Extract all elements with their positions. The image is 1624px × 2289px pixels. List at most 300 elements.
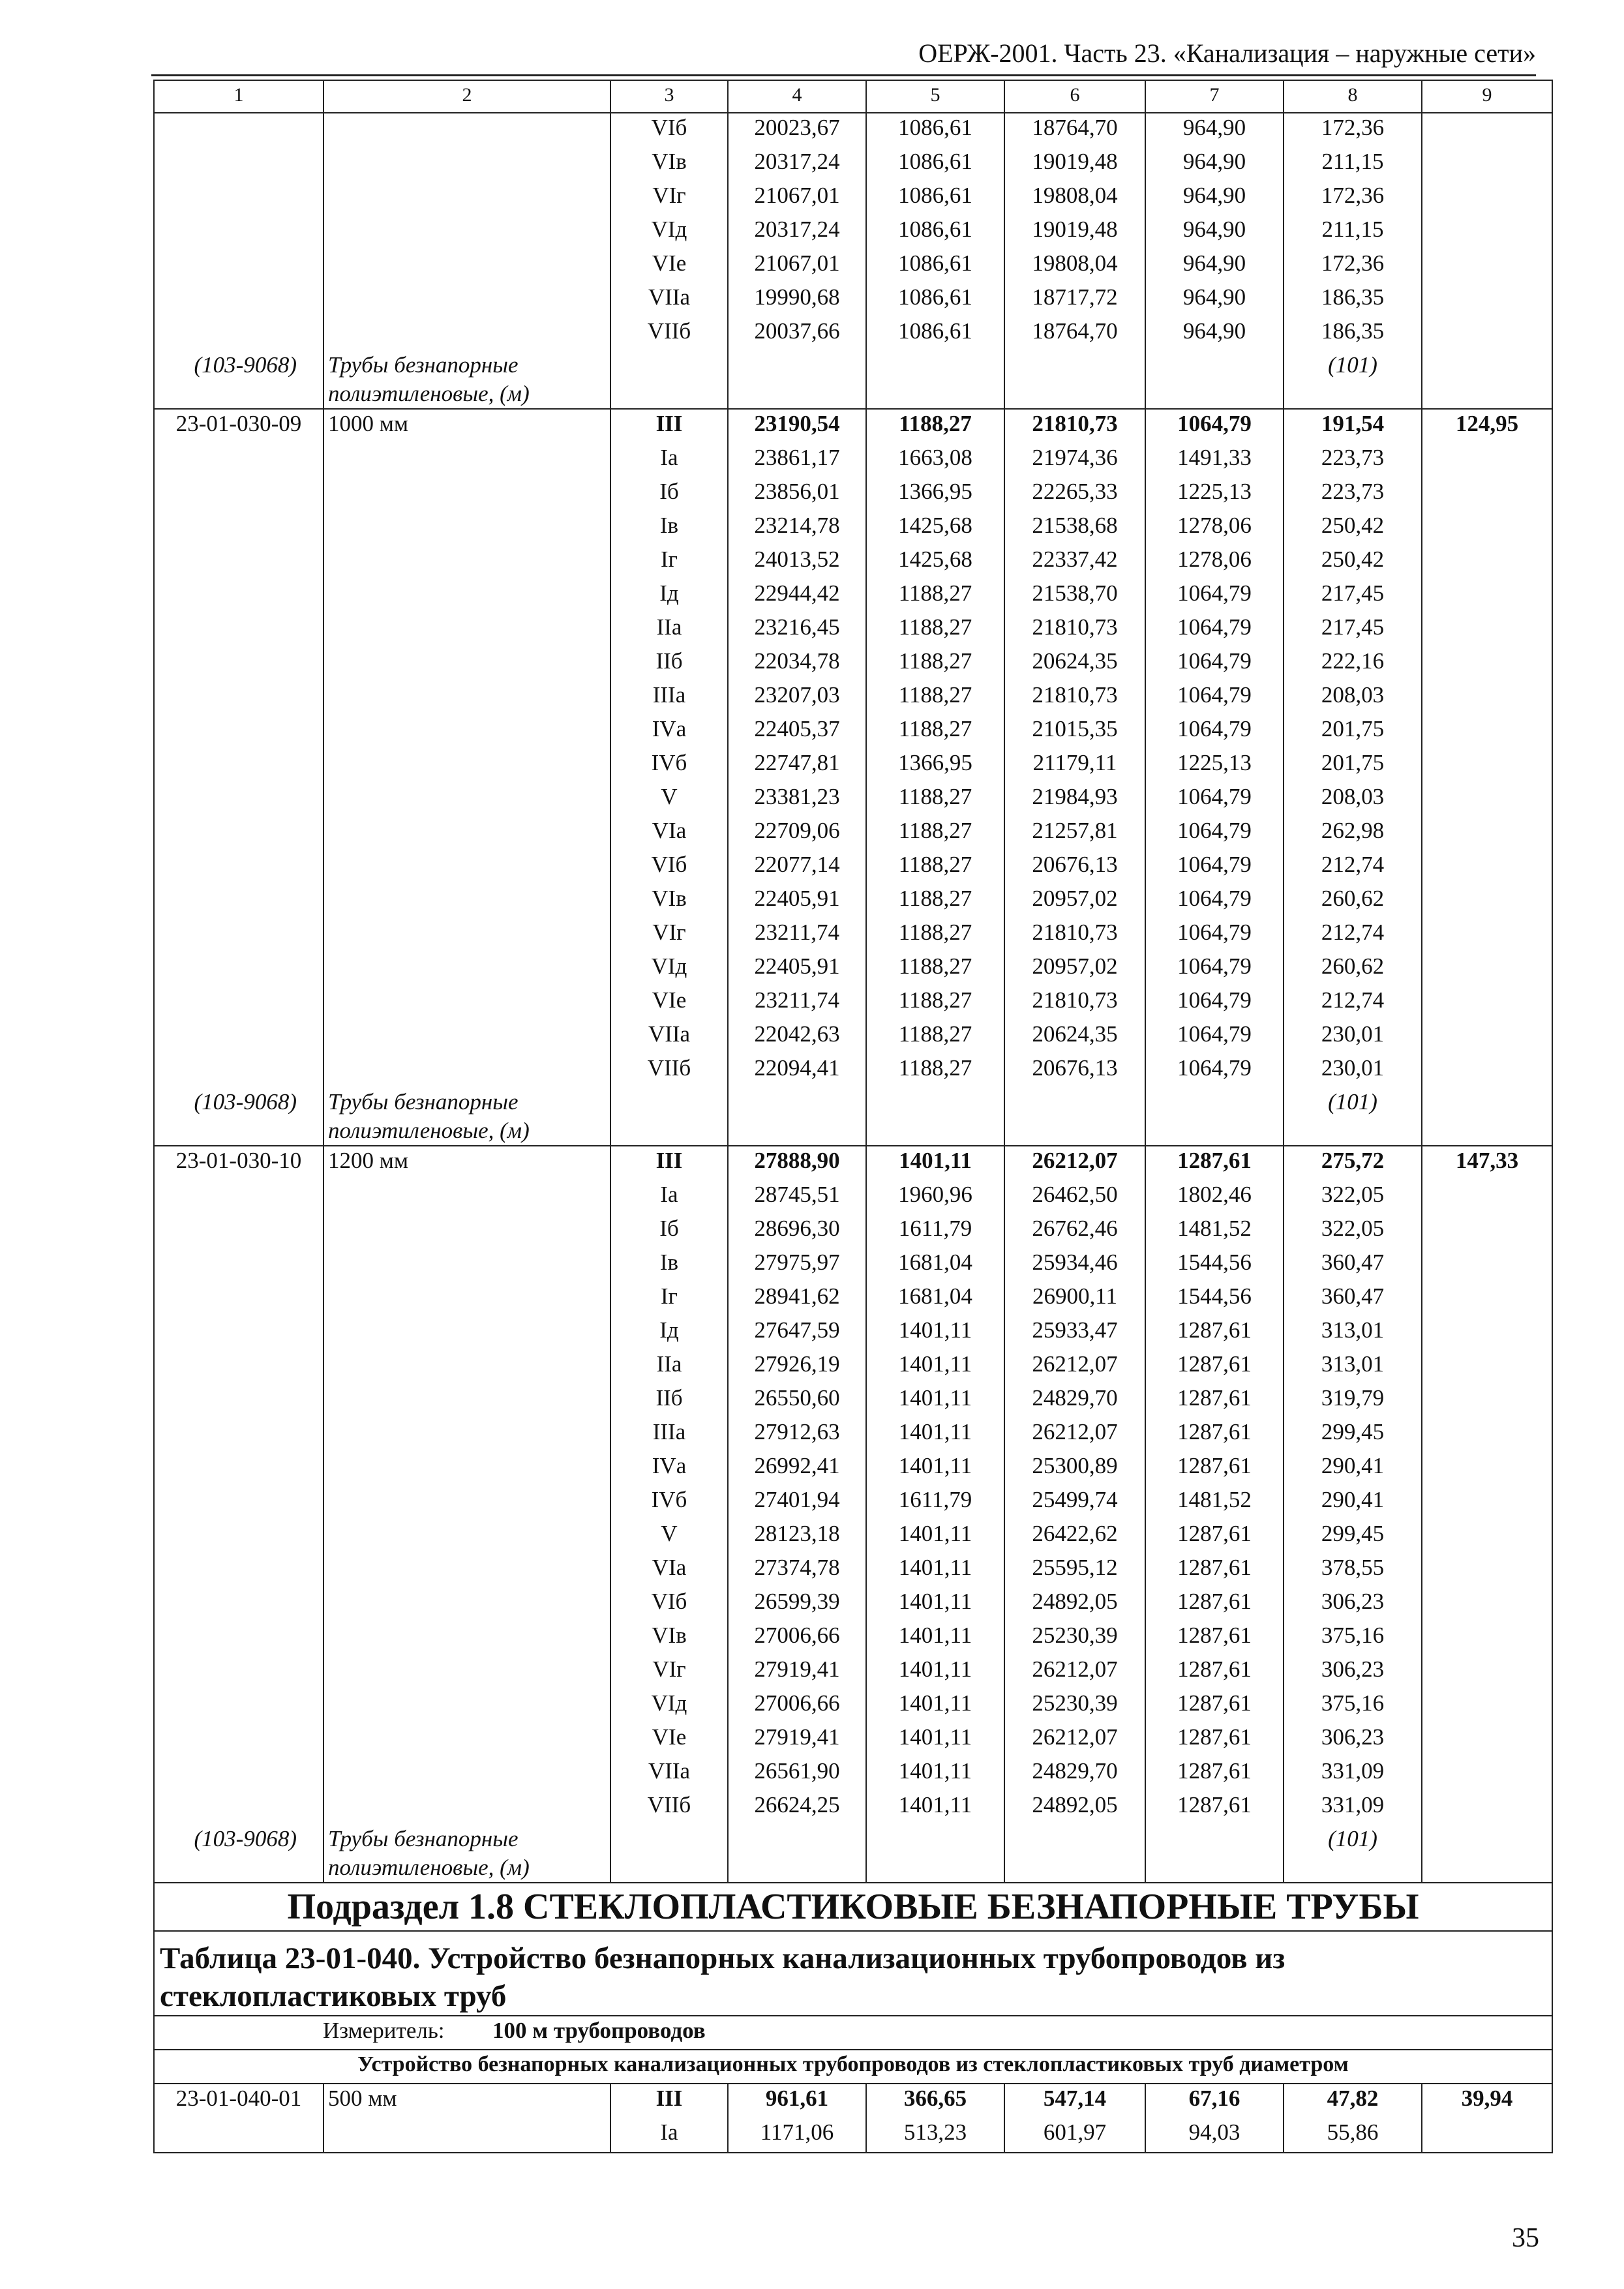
value-cell: 1064,79 [1145,952,1284,986]
value-cell: 28941,62 [728,1282,866,1316]
zone-cell: Iб [610,477,728,511]
value-cell: 1086,61 [866,249,1004,283]
empty-cell [1422,511,1552,545]
value-cell: 19019,48 [1004,215,1145,249]
value-cell: 1287,61 [1145,1757,1284,1791]
empty-cell [154,1655,323,1689]
empty-cell [154,215,323,249]
table-row [154,1757,1552,1791]
value-cell: 1681,04 [866,1282,1004,1316]
zone-cell: VIб [610,113,728,147]
description: Устройство безнапорных канализационных трубопроводов из стеклопластиковых труб диаметром [154,2050,1552,2084]
value-cell: 366,65 [866,2084,1004,2118]
empty-cell [1422,1020,1552,1054]
total-value: 39,94 [1422,2084,1552,2118]
empty-cell [154,113,323,147]
empty-cell [728,1825,866,1883]
empty-cell [1422,1825,1552,1883]
table-row [154,681,1552,715]
value-cell: 260,62 [1284,952,1422,986]
table-row [154,1054,1552,1088]
value-cell: 290,41 [1284,1486,1422,1519]
value-cell: 25300,89 [1004,1452,1145,1486]
value-cell: 25934,46 [1004,1248,1145,1282]
value-cell: 964,90 [1145,215,1284,249]
value-cell: 25230,39 [1004,1689,1145,1723]
empty-cell [323,1553,610,1587]
empty-cell [154,1519,323,1553]
empty-cell [154,1587,323,1621]
value-cell: 28123,18 [728,1519,866,1553]
empty-cell [1422,613,1552,647]
empty-cell [1422,1316,1552,1350]
empty-cell [1422,986,1552,1020]
value-cell: 1544,56 [1145,1248,1284,1282]
empty-cell [1422,1452,1552,1486]
empty-cell [323,477,610,511]
empty-cell [323,249,610,283]
zone-cell: VIд [610,952,728,986]
empty-cell [1422,1384,1552,1418]
value-cell: 1425,68 [866,511,1004,545]
value-cell: 1287,61 [1145,1519,1284,1553]
empty-cell [323,1519,610,1553]
value-cell: 230,01 [1284,1020,1422,1054]
empty-cell [154,1350,323,1384]
value-cell: 21015,35 [1004,715,1145,749]
table-row [154,511,1552,545]
value-cell: 25230,39 [1004,1621,1145,1655]
zone-cell: IIб [610,647,728,681]
value-cell: 23381,23 [728,783,866,816]
value-cell: 25933,47 [1004,1316,1145,1350]
empty-cell [154,511,323,545]
empty-cell [323,884,610,918]
empty-cell [154,1757,323,1791]
zone-cell: VIв [610,1621,728,1655]
table-row [154,1791,1552,1825]
value-cell: 67,16 [1145,2084,1284,2118]
empty-cell [154,884,323,918]
value-cell: 964,90 [1145,317,1284,351]
value-cell: 186,35 [1284,317,1422,351]
value-cell: 961,61 [728,2084,866,2118]
value-cell: 28745,51 [728,1180,866,1214]
zone-cell: V [610,783,728,816]
empty-cell [323,1655,610,1689]
zone-cell: Iв [610,511,728,545]
value-cell: 26212,07 [1004,1655,1145,1689]
value-cell: 21067,01 [728,249,866,283]
value-cell: 26992,41 [728,1452,866,1486]
value-cell: 25595,12 [1004,1553,1145,1587]
value-cell: 18764,70 [1004,317,1145,351]
value-cell: 21984,93 [1004,783,1145,816]
empty-cell [323,1282,610,1316]
zone-cell: VIг [610,181,728,215]
empty-cell [1422,783,1552,816]
zone-cell: VIIа [610,283,728,317]
value-cell: 212,74 [1284,850,1422,884]
value-cell: 1188,27 [866,783,1004,816]
table-row [154,1146,1552,1180]
zone-cell: VIIа [610,1020,728,1054]
value-cell: 1064,79 [1145,1020,1284,1054]
empty-cell [323,2118,610,2153]
empty-cell [323,1214,610,1248]
value-cell: 319,79 [1284,1384,1422,1418]
value-cell: 306,23 [1284,1723,1422,1757]
value-cell: 322,05 [1284,1214,1422,1248]
value-cell: 24829,70 [1004,1757,1145,1791]
value-cell: 306,23 [1284,1587,1422,1621]
value-cell: 1366,95 [866,749,1004,783]
value-cell: 1544,56 [1145,1282,1284,1316]
value-cell: 22337,42 [1004,545,1145,579]
empty-cell [1422,1723,1552,1757]
value-cell: 1188,27 [866,816,1004,850]
value-cell: 1188,27 [866,918,1004,952]
value-cell: 21538,68 [1004,511,1145,545]
value-cell: 24892,05 [1004,1587,1145,1621]
table-row [154,952,1552,986]
empty-cell [154,1553,323,1587]
empty-cell [323,952,610,986]
zone-cell: III [610,2084,728,2118]
empty-cell [1422,113,1552,147]
value-cell: 28696,30 [728,1214,866,1248]
empty-cell [1422,1655,1552,1689]
value-cell: 20957,02 [1004,952,1145,986]
measure-row [154,2016,1552,2050]
zone-cell: IVа [610,715,728,749]
empty-cell [1422,681,1552,715]
value-cell: 360,47 [1284,1248,1422,1282]
zone-cell: IIIа [610,681,728,715]
zone-cell: Iа [610,2118,728,2153]
value-cell: 1086,61 [866,215,1004,249]
empty-cell [1422,545,1552,579]
table-row [154,1020,1552,1054]
total-value: 124,95 [1422,409,1552,443]
empty-cell [1422,1180,1552,1214]
value-cell: 1188,27 [866,613,1004,647]
value-cell: 20676,13 [1004,1054,1145,1088]
value-cell: 601,97 [1004,2118,1145,2153]
empty-cell [1422,952,1552,986]
value-cell: 1401,11 [866,1519,1004,1553]
empty-cell [323,1248,610,1282]
empty-cell [154,1180,323,1214]
empty-cell [154,1486,323,1519]
value-cell: 24829,70 [1004,1384,1145,1418]
zone-cell: VIг [610,1655,728,1689]
value-cell: 1401,11 [866,1689,1004,1723]
empty-cell [323,783,610,816]
value-cell: 26422,62 [1004,1519,1145,1553]
value-cell: 1064,79 [1145,681,1284,715]
value-cell: 230,01 [1284,1054,1422,1088]
value-cell: 223,73 [1284,477,1422,511]
value-cell: 1401,11 [866,1553,1004,1587]
value-cell: 172,36 [1284,249,1422,283]
value-cell: 18764,70 [1004,113,1145,147]
value-cell: 1481,52 [1145,1486,1284,1519]
material-name: Трубы безнапорные полиэтиленовые, (м) [323,1825,610,1883]
value-cell: 313,01 [1284,1350,1422,1384]
value-cell: 20624,35 [1004,647,1145,681]
zone-cell: VIв [610,884,728,918]
empty-cell [323,613,610,647]
running-header: ОЕРЖ-2001. Часть 23. «Канализация – наружные сети» [918,38,1536,68]
table-row [154,1316,1552,1350]
material-name: Трубы безнапорные полиэтиленовые, (м) [323,1088,610,1146]
empty-cell [323,443,610,477]
value-cell: 1401,11 [866,1418,1004,1452]
value-cell: 1960,96 [866,1180,1004,1214]
column-number: 8 [1284,80,1422,113]
empty-cell [1422,1486,1552,1519]
value-cell: 20957,02 [1004,884,1145,918]
empty-cell [610,1088,728,1146]
value-cell: 1086,61 [866,317,1004,351]
empty-cell [323,1316,610,1350]
value-cell: 223,73 [1284,443,1422,477]
column-number: 2 [323,80,610,113]
empty-cell [1422,1418,1552,1452]
value-cell: 25499,74 [1004,1486,1145,1519]
table-row [154,409,1552,443]
empty-cell [323,647,610,681]
value-cell: 21179,11 [1004,749,1145,783]
value-cell: 1188,27 [866,647,1004,681]
total-value: 147,33 [1422,1146,1552,1180]
material-code: (103-9068) [154,1825,323,1883]
empty-cell [154,249,323,283]
value-cell: 21810,73 [1004,613,1145,647]
table-row [154,545,1552,579]
table-row [154,1723,1552,1757]
empty-cell [1004,1825,1145,1883]
column-number: 5 [866,80,1004,113]
empty-cell [323,1689,610,1723]
table-row [154,613,1552,647]
value-cell: 375,16 [1284,1689,1422,1723]
value-cell: 23216,45 [728,613,866,647]
table-row [154,1486,1552,1519]
table-row [154,1180,1552,1214]
empty-cell [154,1054,323,1088]
empty-cell [1422,1587,1552,1621]
value-cell: 1481,52 [1145,1214,1284,1248]
empty-cell [1422,816,1552,850]
empty-cell [323,986,610,1020]
material-value: (101) [1284,351,1422,409]
value-cell: 27888,90 [728,1146,866,1180]
empty-cell [154,1282,323,1316]
zone-cell: IIб [610,1384,728,1418]
value-cell: 1188,27 [866,409,1004,443]
table-row [154,986,1552,1020]
empty-cell [323,113,610,147]
empty-cell [1145,1088,1284,1146]
value-cell: 1064,79 [1145,986,1284,1020]
empty-cell [323,1757,610,1791]
value-cell: 1287,61 [1145,1350,1284,1384]
zone-cell: VIб [610,1587,728,1621]
value-cell: 201,75 [1284,749,1422,783]
value-cell: 23207,03 [728,681,866,715]
value-cell: 26212,07 [1004,1146,1145,1180]
value-cell: 1064,79 [1145,715,1284,749]
value-cell: 1401,11 [866,1452,1004,1486]
zone-cell: Iв [610,1248,728,1282]
empty-cell [154,181,323,215]
value-cell: 1188,27 [866,715,1004,749]
table-row [154,1214,1552,1248]
zone-cell: Iа [610,1180,728,1214]
table-row [154,884,1552,918]
empty-cell [1145,1825,1284,1883]
empty-cell [1422,477,1552,511]
value-cell: 26462,50 [1004,1180,1145,1214]
value-cell: 360,47 [1284,1282,1422,1316]
zone-cell: III [610,409,728,443]
zone-cell: Iа [610,443,728,477]
column-number: 6 [1004,80,1145,113]
value-cell: 1401,11 [866,1350,1004,1384]
empty-cell [1422,715,1552,749]
empty-cell [1422,317,1552,351]
value-cell: 55,86 [1284,2118,1422,2153]
empty-cell [323,850,610,884]
value-cell: 322,05 [1284,1180,1422,1214]
column-number: 1 [154,80,323,113]
value-cell: 22405,91 [728,952,866,986]
value-cell: 222,16 [1284,647,1422,681]
empty-cell [1422,1689,1552,1723]
value-cell: 23190,54 [728,409,866,443]
empty-cell [154,1316,323,1350]
empty-cell [323,1587,610,1621]
table-row [154,1350,1552,1384]
material-row [154,1825,1552,1883]
empty-cell [1422,918,1552,952]
subsection-title: Подраздел 1.8 СТЕКЛОПЛАСТИКОВЫЕ БЕЗНАПОРНЫЕ ТРУБЫ [154,1883,1552,1931]
empty-cell [154,1621,323,1655]
empty-cell [323,1384,610,1418]
zone-cell: V [610,1519,728,1553]
empty-cell [1422,1519,1552,1553]
value-cell: 21257,81 [1004,816,1145,850]
empty-cell [323,816,610,850]
empty-cell [154,1214,323,1248]
value-cell: 964,90 [1145,181,1284,215]
table-row [154,113,1552,147]
empty-cell [323,545,610,579]
empty-cell [154,545,323,579]
empty-cell [323,283,610,317]
value-cell: 211,15 [1284,215,1422,249]
value-cell: 27926,19 [728,1350,866,1384]
material-value: (101) [1284,1825,1422,1883]
value-cell: 275,72 [1284,1146,1422,1180]
zone-cell: VIIб [610,1791,728,1825]
value-cell: 1611,79 [866,1214,1004,1248]
rate-name: 1200 мм [323,1146,610,1180]
empty-cell [323,1350,610,1384]
value-cell: 1611,79 [866,1486,1004,1519]
empty-cell [866,351,1004,409]
value-cell: 186,35 [1284,283,1422,317]
value-cell: 964,90 [1145,249,1284,283]
table-row [154,1519,1552,1553]
value-cell: 21810,73 [1004,918,1145,952]
empty-cell [154,1452,323,1486]
value-cell: 1188,27 [866,579,1004,613]
value-cell: 19808,04 [1004,249,1145,283]
zone-cell: VIе [610,986,728,1020]
empty-cell [866,1825,1004,1883]
table-row [154,215,1552,249]
value-cell: 1086,61 [866,147,1004,181]
zone-cell: IIа [610,1350,728,1384]
empty-cell [323,579,610,613]
value-cell: 217,45 [1284,579,1422,613]
empty-cell [154,613,323,647]
rate-name: 1000 мм [323,409,610,443]
value-cell: 1366,95 [866,477,1004,511]
empty-cell [154,147,323,181]
value-cell: 1681,04 [866,1248,1004,1282]
value-cell: 1086,61 [866,181,1004,215]
empty-cell [728,351,866,409]
value-cell: 964,90 [1145,113,1284,147]
table-row [154,749,1552,783]
empty-cell [1422,1757,1552,1791]
value-cell: 1802,46 [1145,1180,1284,1214]
zone-cell: IIа [610,613,728,647]
value-cell: 27006,66 [728,1689,866,1723]
value-cell: 1287,61 [1145,1723,1284,1757]
table-title-row [154,1931,1552,2016]
value-cell: 27975,97 [728,1248,866,1282]
value-cell: 19990,68 [728,283,866,317]
value-cell: 26900,11 [1004,1282,1145,1316]
empty-cell [154,918,323,952]
table-row [154,1418,1552,1452]
zone-cell: VIIб [610,317,728,351]
empty-cell [728,1088,866,1146]
value-cell: 172,36 [1284,113,1422,147]
table-row [154,647,1552,681]
table-row [154,715,1552,749]
table-row [154,1452,1552,1486]
value-cell: 21538,70 [1004,579,1145,613]
value-cell: 1287,61 [1145,1384,1284,1418]
empty-cell [154,1791,323,1825]
empty-cell [154,2118,323,2153]
table-row [154,1553,1552,1587]
table-row [154,317,1552,351]
empty-cell [1422,181,1552,215]
empty-cell [1422,147,1552,181]
value-cell: 375,16 [1284,1621,1422,1655]
zone-cell: Iб [610,1214,728,1248]
empty-cell [323,511,610,545]
value-cell: 20624,35 [1004,1020,1145,1054]
value-cell: 299,45 [1284,1418,1422,1452]
